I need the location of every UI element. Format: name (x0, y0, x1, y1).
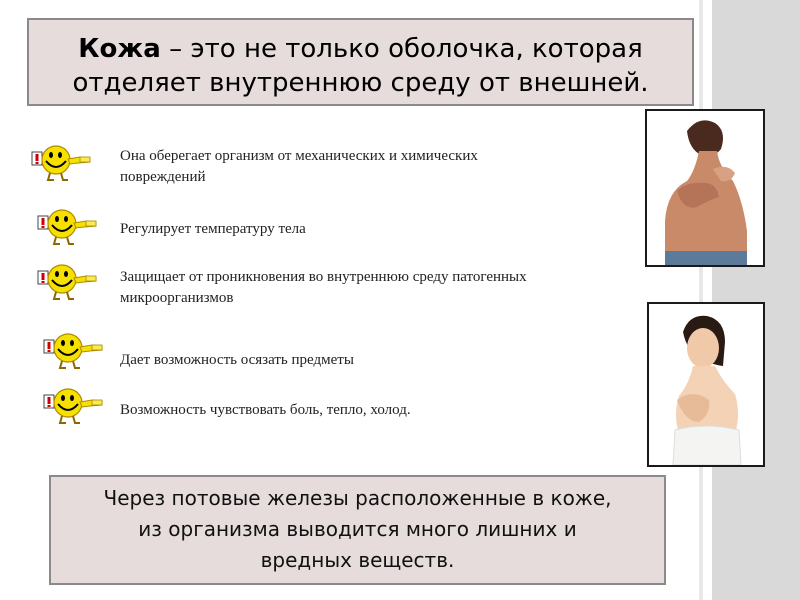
pointing-smiley-icon (42, 383, 110, 427)
title-line1: – это не только оболочка, которая (160, 34, 643, 64)
item-text (120, 350, 660, 371)
item-line: повреждений (120, 169, 206, 185)
summary-line: вредных веществ. (260, 548, 455, 572)
item-line: микроорганизмов (120, 290, 234, 306)
pointing-smiley-icon (42, 328, 110, 372)
item-line: Она оберегает организм от механических и химических (120, 148, 478, 164)
pointing-smiley-icon (30, 140, 98, 184)
item-text (120, 146, 660, 188)
item-text (120, 267, 680, 309)
item-line: Регулирует температуру тела (120, 221, 306, 237)
side-stripe (712, 0, 800, 600)
page-title (29, 32, 692, 100)
photo-woman-front-image (649, 304, 763, 465)
summary-box (49, 475, 666, 585)
photo-woman-back-image (647, 111, 763, 265)
item-line: Защищает от проникновения во внутреннюю среду патогенных (120, 269, 527, 285)
pointing-smiley-icon (36, 259, 104, 303)
item-line: Дает возможность осязать предметы (120, 352, 354, 368)
item-text (120, 400, 660, 421)
pointing-smiley-icon (36, 204, 104, 248)
item-line: Возможность чувствовать боль, тепло, холод. (120, 402, 411, 418)
item-text (120, 219, 660, 240)
summary-line: Через потовые железы расположенные в коже, (103, 486, 612, 510)
side-divider (699, 0, 703, 600)
title-bold-word: Кожа (78, 34, 161, 64)
title-line2: отделяет внутреннюю среду от внешней. (72, 68, 649, 98)
summary-text (57, 483, 658, 576)
photo-woman-back (645, 109, 765, 267)
summary-line: из организма выводится много лишних и (138, 517, 577, 541)
title-box (27, 18, 694, 106)
photo-woman-front (647, 302, 765, 467)
